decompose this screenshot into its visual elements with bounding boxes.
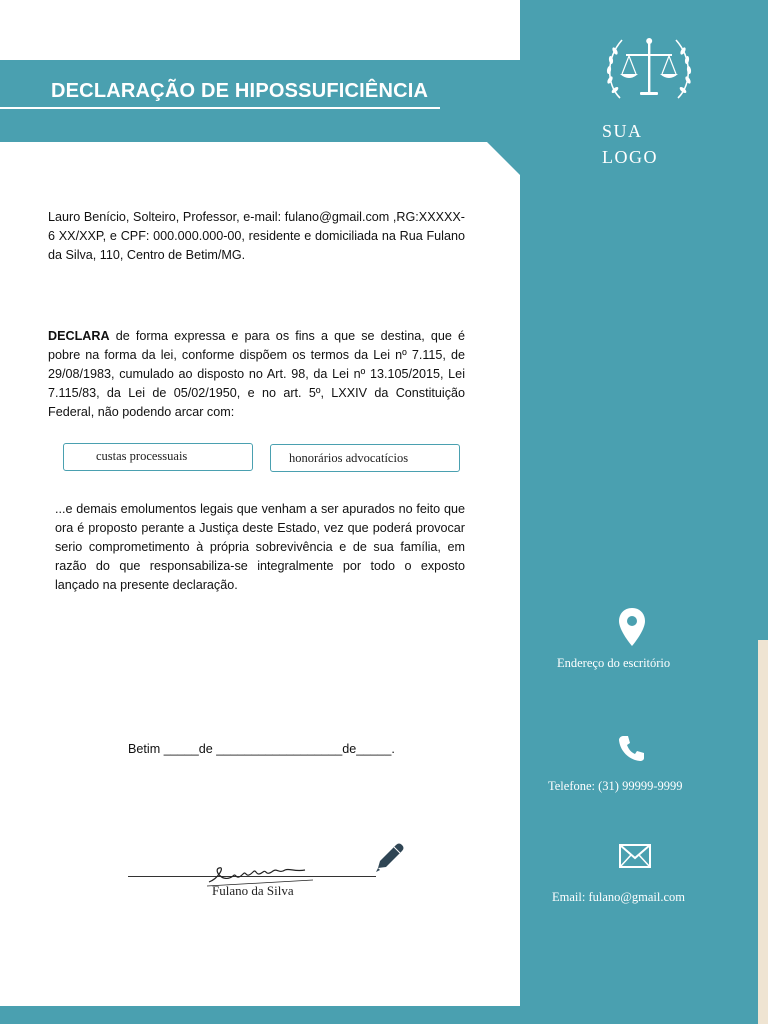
logo-line-2: LOGO [602,147,658,167]
phone-number: Telefone: (31) 99999-9999 [548,779,683,793]
logo-text [602,118,658,170]
chip-honorarios-advocaticios: honorários advocatícios [270,444,460,472]
email-address: Email: fulano@gmail.com [552,890,686,904]
phone-icon [617,733,647,763]
identification-paragraph: Lauro Benício, Solteiro, Professor, e-mail: fulano@gmail.com ,RG:XXXXX-6 XX/XXP, e CPF: 000.000.000-00, residente e domiciliada na Rua Fulano da Silva, 110, Centro de Betim/MG. [48,210,465,262]
scales-of-justice-icon [602,32,696,106]
decorative-strip [758,640,768,1024]
signer-name: Fulano da Silva [212,883,294,898]
chip-custas-processuais: custas processuais [63,443,253,471]
bottom-bar [0,1006,520,1024]
closing-paragraph: ...e demais emolumentos legais que venham a ser apurados no feito que ora é proposto perante a Justiça deste Estado, vez que poderá provocar serio comprometimento à própria sobrevivência e de sua família, em razão do que responsabiliza-se integralmente por todo o exposto lançado na presente declaração. [55,502,465,592]
date-line: Betim _____de __________________de_____. [128,742,395,756]
location-pin-icon [618,607,646,647]
decorative-notch [486,141,520,175]
declaration-text: de forma expressa e para os fins a que se destina, que é pobre na forma da lei, conforme dispõem os termos da Lei nº 7.115, de 29/08/1983, cumulado ao disposto no Art. 98, da Lei nº 13.105/2015, Lei 7.115/83, da Lei de 05/02/1950, e no art. 5º, LXXIV da Constituição Federal, não podendo arcar com: [48,329,465,419]
pen-icon [372,842,406,874]
declaration-paragraph [48,327,465,422]
logo-line-1: SUA [602,121,643,141]
office-address: Endereço do escritório [557,656,671,670]
declara-keyword: DECLARA [48,329,110,343]
envelope-icon [619,844,651,868]
title-underline [0,107,440,109]
page-title: DECLARAÇÃO DE HIPOSSUFICIÊNCIA [51,80,429,102]
